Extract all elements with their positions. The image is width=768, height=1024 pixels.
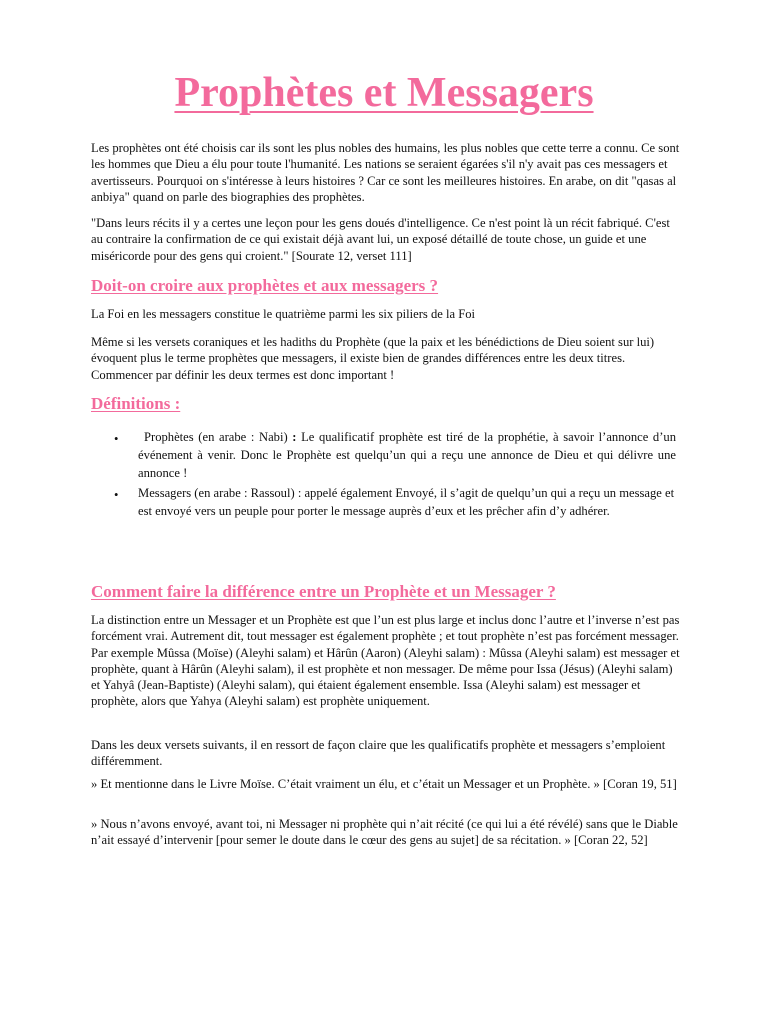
- pillar-paragraph: La Foi en les messagers constitue le quatrième parmi les six piliers de la Foi: [91, 307, 476, 321]
- quote-paragraph: "Dans leurs récits il y a certes une leçon pour les gens doués d'intelligence. Ce n'est point là un récit fabriqué. C'est au contraire la confirmation de ce qui existait déjà avant lui, un exposé détaillé de toute chose, un guide et une miséricorde pour des gens qui croient." [Sourate 12, verset 111]: [91, 216, 670, 263]
- definition-separator: :: [287, 430, 302, 444]
- definition-term: Messagers (en arabe : Rassoul): [138, 486, 295, 500]
- definition-messenger: [138, 484, 676, 520]
- section-heading-definitions: Définitions :: [91, 394, 181, 413]
- quran-quote-1: » Et mentionne dans le Livre Moïse. C’était vraiment un élu, et c’était un Messager et un Prophète. » [Coran 19, 51]: [91, 777, 677, 791]
- definition-term: Prophètes (en arabe : Nabi): [144, 430, 288, 444]
- page-title: Prophètes et Messagers: [174, 70, 594, 116]
- difference-paragraph: Même si les versets coraniques et les hadiths du Prophète (que la paix et les bénédictions de Dieu soient sur lui) évoquent plus le terme prophètes que messagers, il existe bien de grandes différences entre les deux titres. Commencer par définir les deux termes est donc important !: [91, 335, 655, 382]
- section-heading-comparison: Comment faire la différence entre un Prophète et un Messager ?: [91, 582, 556, 601]
- distinction-paragraph: La distinction entre un Messager et un Prophète est que l’un est plus large et inclus donc l’autre et l’inverse n’est pas forcément vrai. Autrement dit, tout messager est également prophète ; et tout prophète n’est pas forcément messager. Par exemple Mûssa (Moïse) (Aleyhi salam) et Hârûn (Aaron) (Aleyhi salam) : Mûssa (Aleyhi salam) est messager et prophète, quant à Hârûn (Aleyhi salam), il est prophète et non messager. De même pour Issa (Jésus) (Aleyhi salam) et Yahyâ (Jean-Baptiste) (Aleyhi salam), qui étaient également ensemble. Issa (Aleyhi salam) est messager et prophète, alors que Yahya (Aleyhi salam) est prophète uniquement.: [91, 613, 680, 709]
- bullet-icon: •: [114, 488, 119, 502]
- definition-text: Le qualificatif prophète est tiré de la prophétie, à savoir l’annonce d’un événement à venir. Donc le Prophète est quelqu’un qui a reçu une annonce de Dieu et qui délivre une annonce !: [138, 430, 677, 480]
- intro-paragraph: Les prophètes ont été choisis car ils sont les plus nobles des humains, les plus nobles que cette terre a connu. Ce sont les hommes que Dieu a élu pour toute l'humanité. Les nations se seraient égarées s'il n'y avait pas ces messagers et avertisseurs. Pourquoi on s'intéresse à leurs histoires ? Car ce sont les meilleures histoires. En arabe, on dit "qasas al anbiya" quand on parle des biographies des prophètes.: [91, 141, 680, 204]
- definition-prophet: [138, 428, 676, 482]
- section-heading-belief: Doit-on croire aux prophètes et aux messagers ?: [91, 276, 439, 295]
- verses-intro-paragraph: Dans les deux versets suivants, il en ressort de façon claire que les qualificatifs prophète et messagers s’emploient différemment.: [91, 738, 666, 769]
- quran-quote-2: » Nous n’avons envoyé, avant toi, ni Messager ni prophète qui n’ait récité (ce qui lui a été révélé) sans que le Diable n’ait essayé d’intervenir [pour semer le doute dans le cœur des gens au sujet] de sa récitation. » [Coran 22, 52]: [91, 817, 678, 848]
- bullet-icon: •: [114, 432, 119, 446]
- definition-text: appelé également Envoyé, il s’agit de quelqu’un qui a reçu un message et est envoyé vers un peuple pour porter le message auprès d’eux et les prêcher afin d’y adhérer.: [138, 486, 675, 518]
- definition-separator: :: [294, 486, 305, 500]
